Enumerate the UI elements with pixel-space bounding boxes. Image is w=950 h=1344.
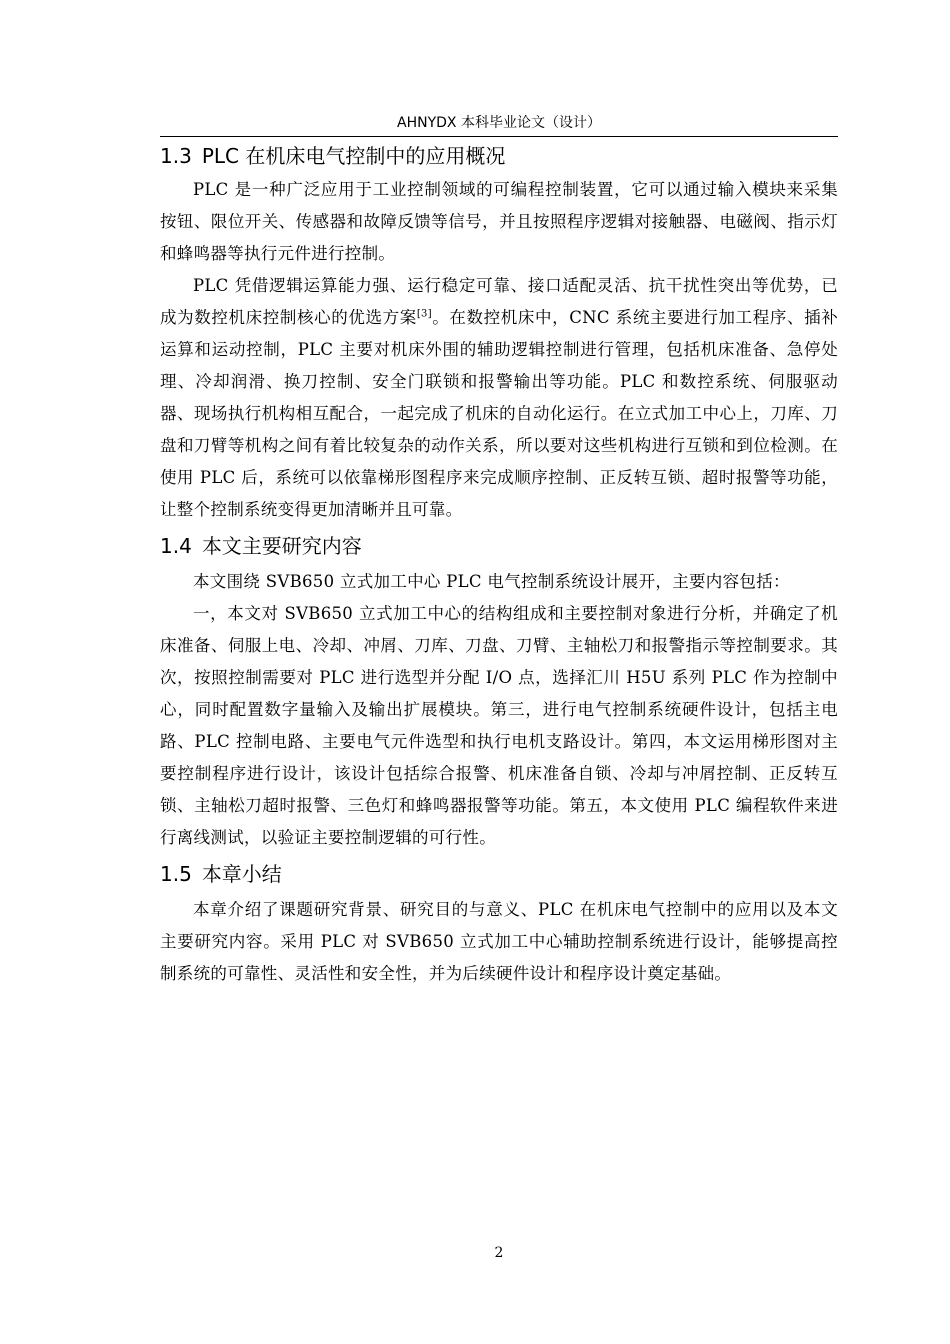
section-title: 本文主要研究内容: [201, 534, 362, 558]
paragraph-research-intro: 本文围绕 SVB650 立式加工中心 PLC 电气控制系统设计展开，主要内容包括：: [193, 572, 790, 591]
paragraph-plc-definition: PLC 是一种广泛应用于工业控制领域的可编程控制装置，它可以通过输入模块来采集按钮、限位开关、传感器和故障反馈等信号，并且按照程序逻辑对接触器、电磁阀、指示灯和蜂鸣器等执行元件进行控制。: [160, 180, 838, 263]
paragraph-text-a: PLC 凭借逻辑运算能力强、运行稳定可靠、接口适配灵活、抗干扰性突出等优势，已成为数控机床控制核心的优选方案: [160, 276, 838, 327]
section-number: 1.5: [160, 862, 192, 886]
section-heading-1-4: [160, 530, 838, 562]
paragraph-text-b: 。在数控机床中，CNC 系统主要进行加工程序、插补运算和运动控制，PLC 主要对机床外围的辅助逻辑控制进行管理，包括机床准备、急停处理、冷却润滑、换刀控制、安全门联锁和报警输出等功能。PLC 和数控系统、伺服驱动器、现场执行机构相互配合，一起完成了机床的自动化运行。在立式加工中心上，刀库、刀盘和刀臂等机构之间有着比较复杂的动作关系，所以要对这些机构进行互锁和到位检测。在使用 PLC 后，系统可以依靠梯形图程序来完成顺序控制、正反转互锁、超时报警等功能，让整个控制系统变得更加清晰并且可靠。: [160, 308, 838, 519]
section-number: 1.4: [160, 534, 192, 558]
page-number: 2: [494, 1245, 504, 1261]
paragraph-research-items: 一，本文对 SVB650 立式加工中心的结构组成和主要控制对象进行分析，并确定了机床准备、伺服上电、冷却、冲屑、刀库、刀盘、刀臂、主轴松刀和报警指示等控制要求。其次，按照控制需要对 PLC 进行选型并分配 I/O 点，选择汇川 H5U 系列 PLC 作为控制中心，同时配置数字量输入及输出扩展模块。第三，进行电气控制系统硬件设计，包括主电路、PLC 控制电路、主要电气元件选型和执行电机支路设计。第四，本文运用梯形图对主要控制程序进行设计，该设计包括综合报警、机床准备自锁、冷却与冲屑控制、正反转互锁、主轴松刀超时报警、三色灯和蜂鸣器报警等功能。第五，本文使用 PLC 编程软件来进行离线测试，以验证主要控制逻辑的可行性。: [160, 604, 838, 847]
paragraph-plc-advantages: [160, 270, 838, 526]
section-title: PLC 在机床电气控制中的应用概况: [201, 144, 506, 168]
header-rule: [160, 136, 838, 137]
section-heading-1-3: [160, 140, 838, 172]
section-heading-1-5: [160, 858, 838, 890]
running-header: AHNYDX 本科毕业论文（设计）: [397, 115, 601, 131]
citation-reference[interactable]: [3]: [416, 308, 432, 320]
section-title: 本章小结: [201, 862, 282, 886]
paragraph-chapter-summary: 本章介绍了课题研究背景、研究目的与意义、PLC 在机床电气控制中的应用以及本文主要研究内容。采用 PLC 对 SVB650 立式加工中心辅助控制系统进行设计，能够提高控制系统的可靠性、灵活性和安全性，并为后续硬件设计和程序设计奠定基础。: [160, 900, 838, 983]
section-number: 1.3: [160, 144, 192, 168]
page-body: [160, 138, 838, 990]
